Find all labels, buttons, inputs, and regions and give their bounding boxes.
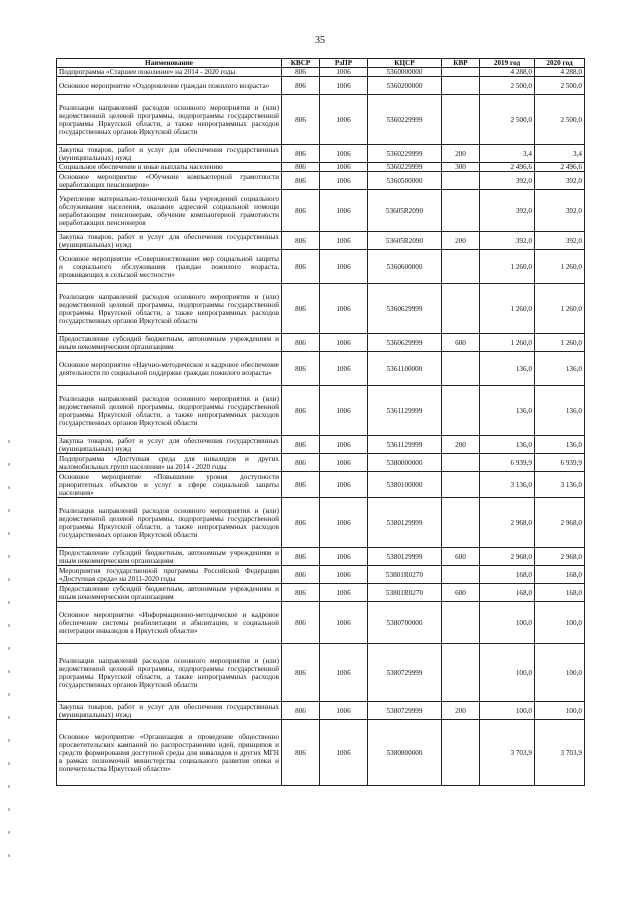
cell-kvr: 200 [442, 145, 480, 163]
cell-rzpr: 1006 [320, 95, 368, 145]
table-row [57, 386, 585, 436]
cell-2019: 392,0 [480, 172, 535, 190]
table-row [57, 77, 585, 95]
cell-kvsr: 806 [282, 284, 320, 334]
cell-rzpr: 1006 [320, 250, 368, 284]
table-row [57, 145, 585, 163]
cell-rzpr: 1006 [320, 548, 368, 566]
cell-kcsr: 5380729999 [368, 702, 442, 720]
table-row [57, 584, 585, 602]
table-row [57, 602, 585, 644]
cell-kvr [442, 454, 480, 472]
cell-2019: 100,0 [480, 602, 535, 644]
cell-2019: 2 968,0 [480, 498, 535, 548]
cell-kvr [442, 172, 480, 190]
cell-kvsr: 806 [282, 68, 320, 77]
cell-rzpr: 1006 [320, 702, 368, 720]
cell-name: Реализация направлений расходов основного мероприятия и (или) ведомственной целевой программы, подпрограммы государственной программы Иркутской области, а также непрограммных расходов государственных органов Иркутской области [57, 386, 282, 436]
cell-name: Основное мероприятие «Организация и проведение общественно просветительских кампаний по распространению идей, принципов и средств формирования доступной среды для инвалидов и других МГН в рамках полномочий министерства социального развития опеки и попечительства Иркутской области» [57, 720, 282, 786]
cell-kcsr: 5380729999 [368, 644, 442, 702]
cell-2020: 136,0 [535, 386, 585, 436]
cell-2019: 100,0 [480, 702, 535, 720]
cell-kvr [442, 720, 480, 786]
cell-rzpr: 1006 [320, 720, 368, 786]
cell-kvr [442, 472, 480, 498]
cell-kvsr: 806 [282, 232, 320, 250]
table-row [57, 436, 585, 454]
cell-2020: 392,0 [535, 172, 585, 190]
cell-kvsr: 806 [282, 584, 320, 602]
header-kvr: КВР [442, 59, 480, 68]
cell-2020: 1 260,0 [535, 334, 585, 352]
cell-name: Предоставление субсидий бюджетным, автономным учреждениям и иным некоммерческим организациям [57, 334, 282, 352]
cell-kvr [442, 602, 480, 644]
table-row [57, 352, 585, 386]
cell-2019: 100,0 [480, 644, 535, 702]
cell-kcsr: 5380000000 [368, 454, 442, 472]
cell-kvsr: 806 [282, 548, 320, 566]
cell-2020: 168,0 [535, 566, 585, 584]
cell-2019: 1 260,0 [480, 250, 535, 284]
cell-kvr [442, 77, 480, 95]
cell-name: Закупка товаров, работ и услуг для обеспечения государственных (муниципальных) нужд [57, 436, 282, 454]
table-header-row [57, 59, 585, 68]
cell-kvr: 200 [442, 436, 480, 454]
cell-name: Закупка товаров, работ и услуг для обеспечения государственных (муниципальных) нужд [57, 145, 282, 163]
table-row [57, 472, 585, 498]
budget-table [56, 58, 585, 786]
table-row [57, 163, 585, 172]
cell-name: Основное мероприятие «Совершенствование мер социальной защиты и социального обслуживания граждан пожилого возраста, проживающих в сельской местности» [57, 250, 282, 284]
cell-2020: 2 968,0 [535, 548, 585, 566]
cell-kvsr: 806 [282, 644, 320, 702]
cell-kvsr: 806 [282, 77, 320, 95]
header-kcsr: КЦСР [368, 59, 442, 68]
cell-kvr [442, 386, 480, 436]
cell-2020: 2 500,0 [535, 95, 585, 145]
cell-kvr [442, 284, 480, 334]
cell-rzpr: 1006 [320, 566, 368, 584]
cell-2019: 3 703,9 [480, 720, 535, 786]
cell-2020: 1 260,0 [535, 250, 585, 284]
table-row [57, 250, 585, 284]
cell-kcsr: 5360629999 [368, 284, 442, 334]
table-row [57, 720, 585, 786]
cell-kvsr: 806 [282, 352, 320, 386]
cell-rzpr: 1006 [320, 77, 368, 95]
cell-kvsr: 806 [282, 172, 320, 190]
cell-rzpr: 1006 [320, 602, 368, 644]
header-name: Наименование [57, 59, 282, 68]
table-row [57, 284, 585, 334]
cell-rzpr: 1006 [320, 584, 368, 602]
cell-rzpr: 1006 [320, 68, 368, 77]
cell-2020: 136,0 [535, 352, 585, 386]
cell-2019: 1 260,0 [480, 284, 535, 334]
cell-2019: 392,0 [480, 190, 535, 232]
table-row [57, 190, 585, 232]
cell-name: Закупка товаров, работ и услуг для обеспечения государственных (муниципальных) нужд [57, 702, 282, 720]
cell-kcsr: 5360229999 [368, 163, 442, 172]
cell-rzpr: 1006 [320, 436, 368, 454]
cell-name: Укрепление материально-технической базы учреждений социального обслуживания населения, оказание адресной социальной помощи неработающим пенсионерам, обучение компьютерной грамотности неработающих пенсионеров [57, 190, 282, 232]
cell-kvsr: 806 [282, 436, 320, 454]
cell-2020: 100,0 [535, 602, 585, 644]
cell-rzpr: 1006 [320, 172, 368, 190]
cell-2019: 2 496,6 [480, 163, 535, 172]
table-row [57, 172, 585, 190]
cell-2019: 136,0 [480, 436, 535, 454]
cell-kcsr: 53801R0270 [368, 584, 442, 602]
cell-2019: 136,0 [480, 386, 535, 436]
cell-kvsr: 806 [282, 190, 320, 232]
cell-kcsr: 53605R2090 [368, 190, 442, 232]
cell-name: Основное мероприятие «Обучение компьютерной грамотности неработающих пенсионеров» [57, 172, 282, 190]
cell-kvsr: 806 [282, 334, 320, 352]
cell-name: Реализация направлений расходов основного мероприятия и (или) ведомственной целевой программы, подпрограммы государственной программы Иркутской области, а также непрограммных расходов государственных органов Иркутской области [57, 95, 282, 145]
cell-name: Подпрограмма «Старшее поколение» на 2014 - 2020 годы [57, 68, 282, 77]
cell-2019: 168,0 [480, 566, 535, 584]
cell-2020: 100,0 [535, 644, 585, 702]
cell-2020: 2 968,0 [535, 498, 585, 548]
cell-kcsr: 5380129999 [368, 548, 442, 566]
cell-kvsr: 806 [282, 602, 320, 644]
cell-2019: 6 939,9 [480, 454, 535, 472]
cell-kcsr: 5360229999 [368, 95, 442, 145]
cell-rzpr: 1006 [320, 454, 368, 472]
cell-name: Реализация направлений расходов основного мероприятия и (или) ведомственной целевой программы, подпрограммы государственной программы Иркутской области, а также непрограммных расходов государственных органов Иркутской области [57, 284, 282, 334]
cell-name: Предоставление субсидий бюджетным, автономным учреждениям и иным некоммерческим организациям [57, 548, 282, 566]
cell-name: Основное мероприятие «Научно-методическое и кадровое обеспечение деятельности по социальной поддержке граждан пожилого возраста» [57, 352, 282, 386]
table-row [57, 454, 585, 472]
cell-2019: 3 136,0 [480, 472, 535, 498]
cell-name: Подпрограмма «Доступная среда для инвалидов и других маломобильных групп населения» на 2014 - 2020 годы [57, 454, 282, 472]
cell-2020: 168,0 [535, 584, 585, 602]
cell-2020: 392,0 [535, 190, 585, 232]
cell-2020: 1 260,0 [535, 284, 585, 334]
cell-2020: 4 288,0 [535, 68, 585, 77]
cell-2020: 3 703,9 [535, 720, 585, 786]
cell-kcsr: 5380129999 [368, 498, 442, 548]
cell-kvsr: 806 [282, 566, 320, 584]
cell-2019: 168,0 [480, 584, 535, 602]
cell-kvsr: 806 [282, 386, 320, 436]
cell-kvr: 600 [442, 334, 480, 352]
scan-margin-marks [8, 440, 10, 900]
cell-kvr [442, 95, 480, 145]
header-2020: 2020 год [535, 59, 585, 68]
cell-kcsr: 5360200000 [368, 77, 442, 95]
cell-rzpr: 1006 [320, 644, 368, 702]
cell-2020: 100,0 [535, 702, 585, 720]
cell-kcsr: 5360600000 [368, 250, 442, 284]
cell-rzpr: 1006 [320, 386, 368, 436]
table-row [57, 95, 585, 145]
cell-2019: 392,0 [480, 232, 535, 250]
cell-name: Основное мероприятие «Информационно-методическое и кадровое обеспечение системы реабилитации и абилитации, и социальной интеграции инвалидов в Иркутской области» [57, 602, 282, 644]
cell-kvr [442, 352, 480, 386]
cell-name: Реализация направлений расходов основного мероприятия и (или) ведомственной целевой программы, подпрограммы государственной программы Иркутской области, а также непрограммных расходов государственных органов Иркутской области [57, 644, 282, 702]
cell-kvr [442, 566, 480, 584]
header-2019: 2019 год [480, 59, 535, 68]
cell-kvr: 600 [442, 548, 480, 566]
table-row [57, 498, 585, 548]
cell-kvsr: 806 [282, 95, 320, 145]
cell-2020: 3 136,0 [535, 472, 585, 498]
cell-kcsr: 5380100000 [368, 472, 442, 498]
table-row [57, 334, 585, 352]
cell-kvsr: 806 [282, 163, 320, 172]
cell-name: Закупка товаров, работ и услуг для обеспечения государственных (муниципальных) нужд [57, 232, 282, 250]
cell-2020: 2 496,6 [535, 163, 585, 172]
cell-kcsr: 53605R2090 [368, 232, 442, 250]
cell-kvsr: 806 [282, 702, 320, 720]
cell-kvsr: 806 [282, 250, 320, 284]
cell-kcsr: 5380700000 [368, 602, 442, 644]
cell-kcsr: 5380800000 [368, 720, 442, 786]
cell-2019: 2 968,0 [480, 548, 535, 566]
cell-kvsr: 806 [282, 454, 320, 472]
cell-kvr [442, 68, 480, 77]
cell-2019: 4 288,0 [480, 68, 535, 77]
cell-rzpr: 1006 [320, 232, 368, 250]
cell-name: Основное мероприятие «Оздоровление граждан пожилого возраста» [57, 77, 282, 95]
cell-name: Основное мероприятие «Повышение уровня доступности приоритетных объектов и услуг в сфере социальной защиты населения» [57, 472, 282, 498]
cell-kcsr: 5360500000 [368, 172, 442, 190]
cell-kvsr: 806 [282, 720, 320, 786]
cell-2020: 392,0 [535, 232, 585, 250]
cell-kvr [442, 498, 480, 548]
table-row [57, 702, 585, 720]
cell-2020: 136,0 [535, 436, 585, 454]
cell-rzpr: 1006 [320, 472, 368, 498]
cell-kvr [442, 190, 480, 232]
cell-kvsr: 806 [282, 472, 320, 498]
cell-name: Реализация направлений расходов основного мероприятия и (или) ведомственной целевой программы, подпрограммы государственной программы Иркутской области, а также непрограммных расходов государственных органов Иркутской области [57, 498, 282, 548]
cell-kvr [442, 250, 480, 284]
cell-rzpr: 1006 [320, 284, 368, 334]
cell-2020: 6 939,9 [535, 454, 585, 472]
cell-2019: 2 500,0 [480, 95, 535, 145]
cell-rzpr: 1006 [320, 190, 368, 232]
table-row [57, 644, 585, 702]
cell-2019: 3,4 [480, 145, 535, 163]
cell-kcsr: 5361100000 [368, 352, 442, 386]
cell-kvr: 200 [442, 702, 480, 720]
cell-kvr: 200 [442, 232, 480, 250]
table-row [57, 548, 585, 566]
cell-rzpr: 1006 [320, 352, 368, 386]
header-kvsr: КВСР [282, 59, 320, 68]
cell-2019: 2 500,0 [480, 77, 535, 95]
cell-name: Мероприятия государственной программы Российской Федерации «Доступная среда» на 2011-2020 годы [57, 566, 282, 584]
cell-kcsr: 5360000000 [368, 68, 442, 77]
cell-rzpr: 1006 [320, 145, 368, 163]
cell-kvsr: 806 [282, 145, 320, 163]
cell-kcsr: 5361129999 [368, 386, 442, 436]
cell-2020: 2 500,0 [535, 77, 585, 95]
cell-2019: 1 260,0 [480, 334, 535, 352]
cell-kcsr: 53801R0270 [368, 566, 442, 584]
cell-2019: 136,0 [480, 352, 535, 386]
table-row [57, 232, 585, 250]
header-rzpr: РзПР [320, 59, 368, 68]
cell-2020: 3,4 [535, 145, 585, 163]
cell-name: Социальное обеспечение и иные выплаты населению [57, 163, 282, 172]
cell-kvr: 600 [442, 584, 480, 602]
cell-kcsr: 5360629999 [368, 334, 442, 352]
cell-rzpr: 1006 [320, 334, 368, 352]
cell-rzpr: 1006 [320, 163, 368, 172]
page-number: 35 [315, 35, 325, 46]
table-row [57, 566, 585, 584]
cell-name: Предоставление субсидий бюджетным, автономным учреждениям и иным некоммерческим организациям [57, 584, 282, 602]
cell-kvsr: 806 [282, 498, 320, 548]
cell-kvr: 300 [442, 163, 480, 172]
cell-kcsr: 5361129999 [368, 436, 442, 454]
cell-kcsr: 5360229999 [368, 145, 442, 163]
cell-kvr [442, 644, 480, 702]
cell-rzpr: 1006 [320, 498, 368, 548]
table-row [57, 68, 585, 77]
